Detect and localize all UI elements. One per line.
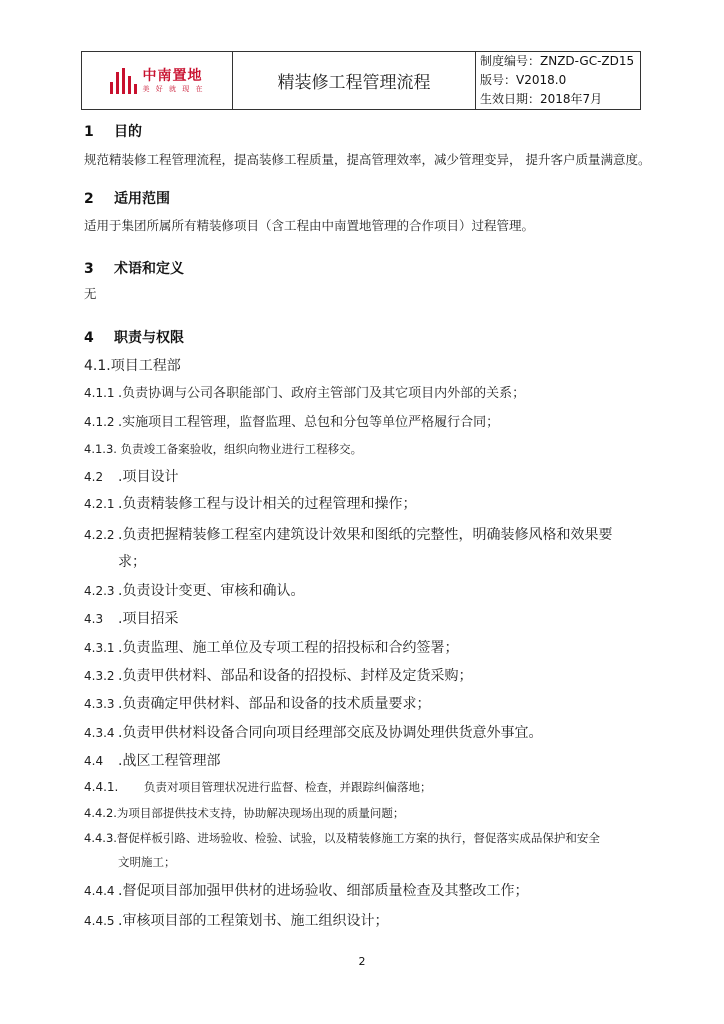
section-heading-1: 1 目的 <box>84 124 142 140</box>
list-item-continuation: 求； <box>118 554 146 570</box>
doc-version: 版号：V2018.0 <box>480 73 567 87</box>
document-title: 精装修工程管理流程 <box>233 52 476 110</box>
list-item: 4.4.1. 负责对项目管理状况进行监督、检查，并跟踪纠偏落地； <box>84 780 432 794</box>
list-item: 4.1.项目工程部 <box>84 358 181 374</box>
logo-cell <box>82 52 233 110</box>
list-item: 4.3.2 .负责甲供材料、部品和设备的招投标、封样及定货采购； <box>84 668 473 684</box>
list-item: 4.1.2 .实施项目工程管理，监督监理、总包和分包等单位严格履行合同； <box>84 415 500 430</box>
logo-slogan: 美 好 就 现 在 <box>142 84 205 93</box>
section-heading-3: 3 术语和定义 <box>84 261 184 277</box>
list-item: 4.3.1 .负责监理、施工单位及专项工程的招投标和合约签署； <box>84 640 459 656</box>
list-item: 4.4 .战区工程管理部 <box>84 753 221 769</box>
list-item: 4.2.3 .负责设计变更、审核和确认。 <box>84 583 305 599</box>
section-heading-4: 4 职责与权限 <box>84 330 184 346</box>
list-item: 4.1.3. 负责竣工备案验收，组织向物业进行工程移交。 <box>84 442 363 456</box>
list-item: 4.3.4 .负责甲供材料设备合同向项目经理部交底及协调处理供货意外事宜。 <box>84 725 543 741</box>
list-item: 4.4.2.为项目部提供技术支持，协助解决现场出现的质量问题； <box>84 806 405 820</box>
list-item-continuation: 文明施工； <box>118 855 176 869</box>
page-number: 2 <box>358 955 366 968</box>
effective-date: 生效日期：2018年7月 <box>480 92 603 106</box>
list-item: 4.2.2 .负责把握精装修工程室内建筑设计效果和图纸的完整性，明确装修风格和效果要 <box>84 527 613 543</box>
document-meta <box>476 52 641 110</box>
logo-name: 中南置地 <box>142 67 203 84</box>
list-item: 4.4.5 .审核项目部的工程策划书、施工组织设计； <box>84 913 389 929</box>
list-item: 4.4.3.督促样板引路、进场验收、检验、试验，以及精装修施工方案的执行，督促落实成品保护和安全 <box>84 831 600 845</box>
list-item: 4.3.3 .负责确定甲供材料、部品和设备的技术质量要求； <box>84 696 431 712</box>
list-item: 4.2.1 .负责精装修工程与设计相关的过程管理和操作； <box>84 496 417 512</box>
list-item: 4.3 .项目招采 <box>84 611 179 627</box>
document-header <box>81 51 641 110</box>
list-item: 4.2 .项目设计 <box>84 469 179 485</box>
list-item: 4.1.1 .负责协调与公司各职能部门、政府主管部门及其它项目内外部的关系； <box>84 386 526 401</box>
doc-code: 制度编号：ZNZD-GC-ZD15 <box>480 54 635 68</box>
section-heading-2: 2 适用范围 <box>84 191 170 207</box>
logo-mark-icon <box>110 68 137 94</box>
section-3-text: 无 <box>84 286 97 301</box>
section-2-text: 适用于集团所属所有精装修项目（含工程由中南置地管理的合作项目）过程管理。 <box>84 218 535 233</box>
company-logo <box>82 52 232 109</box>
section-1-text: 规范精装修工程管理流程，提高装修工程质量，提高管理效率，减少管理变异， 提升客户质量满意度。 <box>84 152 651 167</box>
list-item: 4.4.4 .督促项目部加强甲供材的进场验收、细部质量检查及其整改工作； <box>84 883 529 899</box>
